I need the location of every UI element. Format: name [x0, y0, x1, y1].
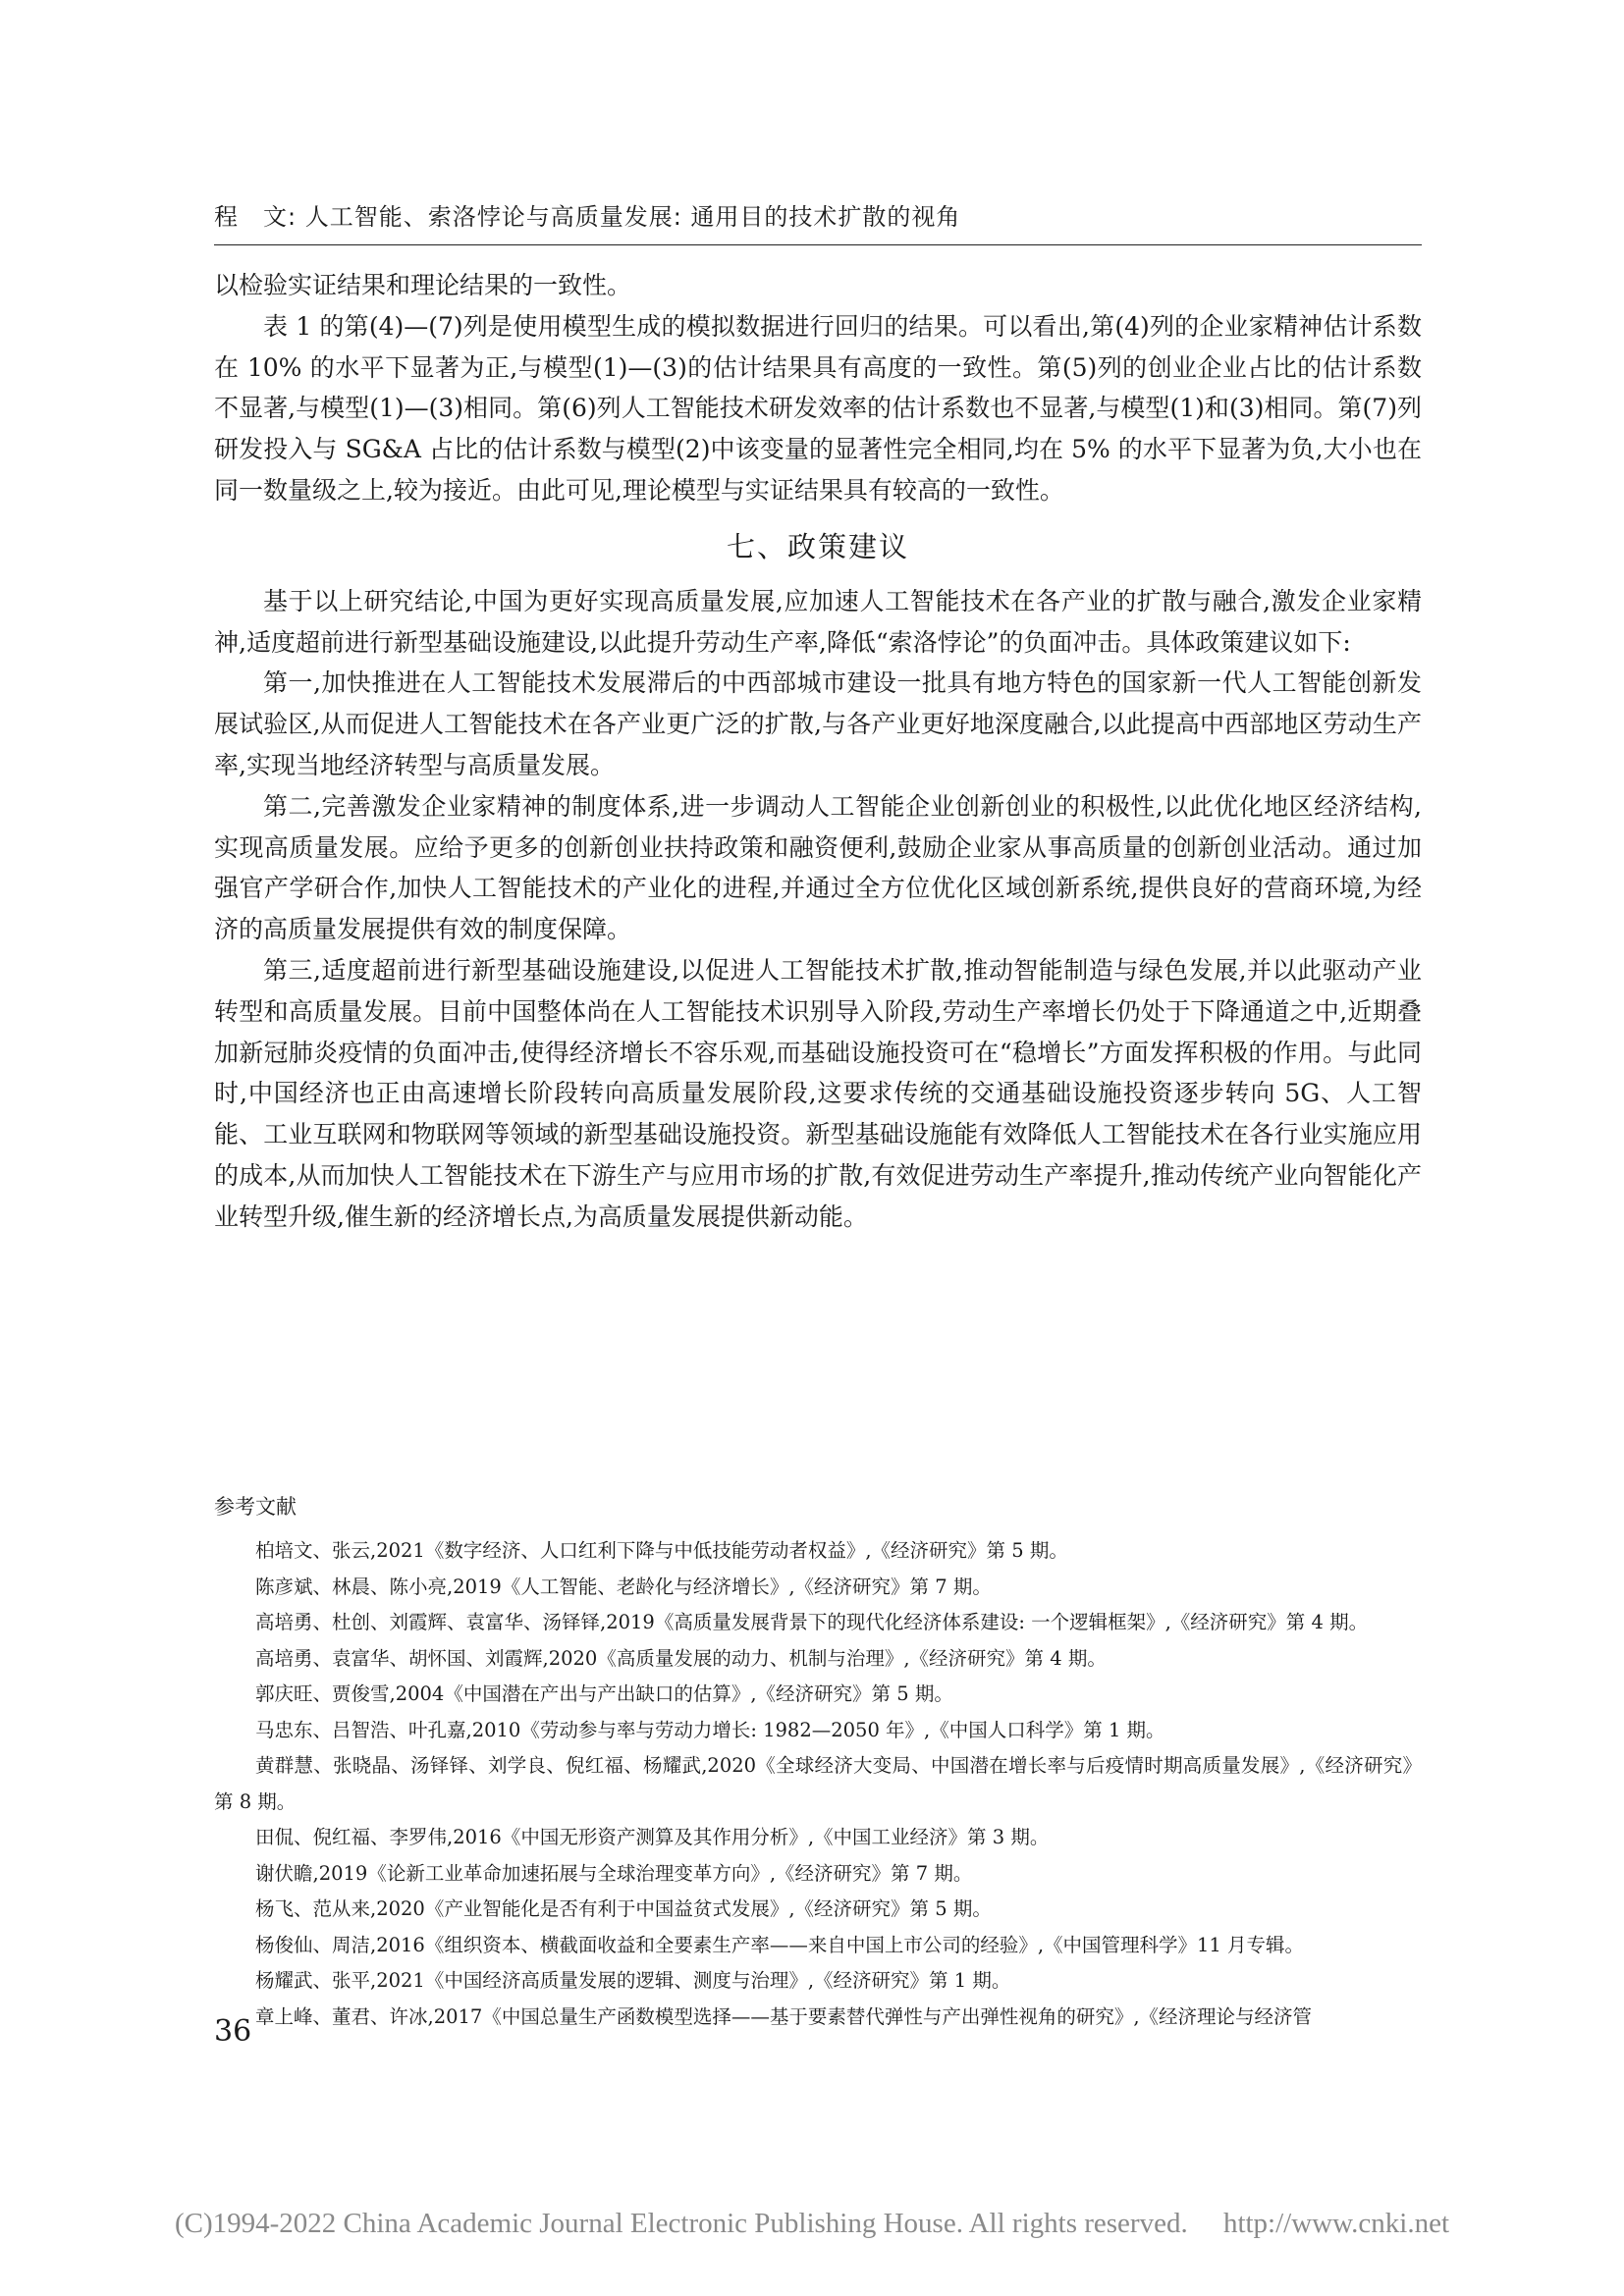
reference-item: 高培勇、杜创、刘霞辉、袁富华、汤铎铎,2019《高质量发展背景下的现代化经济体系建设: 一个逻辑框架》,《经济研究》第 4 期。 [255, 1611, 1369, 1633]
reference-item: 田侃、倪红福、李罗伟,2016《中国无形资产测算及其作用分析》,《中国工业经济》第 3 期。 [255, 1826, 1050, 1848]
reference-item: 杨俊仙、周洁,2016《组织资本、横截面收益和全要素生产率——来自中国上市公司的经验》,《中国管理科学》11 月专辑。 [255, 1933, 1305, 1956]
paragraph-policy-intro: 基于以上研究结论,中国为更好实现高质量发展,应加速人工智能技术在各产业的扩散与融合,激发企业家精神,适度超前进行新型基础设施建设,以此提升劳动生产率,降低“索洛悖论”的负面冲击。具体政策建议如下: [214, 586, 1422, 657]
reference-list [214, 1533, 1422, 2035]
reference-item: 陈彦斌、林晨、陈小亮,2019《人工智能、老龄化与经济增长》,《经济研究》第 7 期。 [255, 1575, 992, 1598]
header-rule [214, 244, 1422, 245]
reference-item: 杨飞、范从来,2020《产业智能化是否有利于中国益贫式发展》,《经济研究》第 5 期。 [255, 1897, 992, 1920]
reference-item: 郭庆旺、贾俊雪,2004《中国潜在产出与产出缺口的估算》,《经济研究》第 5 期。 [255, 1682, 953, 1705]
reference-item: 高培勇、袁富华、胡怀国、刘霞辉,2020《高质量发展的动力、机制与治理》,《经济研究》第 4 期。 [255, 1646, 1107, 1670]
reference-item: 杨耀武、张平,2021《中国经济高质量发展的逻辑、测度与治理》,《经济研究》第 1 期。 [255, 1969, 1011, 1992]
reference-item: 章上峰、董君、许冰,2017《中国总量生产函数模型选择——基于要素替代弹性与产出弹性视角的研究》,《经济理论与经济管 [255, 2004, 1313, 2028]
running-header: 程 文: 人工智能、索洛悖论与高质量发展: 通用目的技术扩散的视角 [214, 203, 961, 231]
paragraph-policy-third: 第三,适度超前进行新型基础设施建设,以促进人工智能技术扩散,推动智能制造与绿色发展,并以此驱动产业转型和高质量发展。目前中国整体尚在人工智能技术识别导入阶段,劳动生产率增长仍处于下降通道之中,近期叠加新冠肺炎疫情的负面冲击,使得经济增长不容乐观,而基础设施投资可在“稳增长”方面发挥积极的作用。与此同时,中国经济也正由高速增长阶段转向高质量发展阶段,这要求传统的交通基础设施投资逐步转向 5G、人工智能、工业互联网和物联网等领域的新型基础设施投资。新型基础设施能有效降低人工智能技术在各行业实施应用的成本,从而加快人工智能技术在下游生产与应用市场的扩散,有效促进劳动生产率提升,推动传统产业向智能化产业转型升级,催生新的经济增长点,为高质量发展提供新动能。 [214, 955, 1422, 1231]
references-title: 参考文献 [214, 1495, 297, 1519]
reference-item: 柏培文、张云,2021《数字经济、人口红利下降与中低技能劳动者权益》,《经济研究》第 5 期。 [255, 1539, 1068, 1562]
paragraph-policy-first: 第一,加快推进在人工智能技术发展滞后的中西部城市建设一批具有地方特色的国家新一代人工智能创新发展试验区,从而促进人工智能技术在各产业更广泛的扩散,与各产业更好地深度融合,以此提高中西部地区劳动生产率,实现当地经济转型与高质量发展。 [214, 668, 1422, 779]
paragraph-continuation: 以检验实证结果和理论结果的一致性。 [214, 271, 632, 299]
paragraph-policy-second: 第二,完善激发企业家精神的制度体系,进一步调动人工智能企业创新创业的积极性,以此优化地区经济结构,实现高质量发展。应给予更多的创新创业扶持政策和融资便利,鼓励企业家从事高质量的创新创业活动。通过加强官产学研合作,加快人工智能技术的产业化的进程,并通过全方位优化区域创新系统,提供良好的营商环境,为经济的高质量发展提供有效的制度保障。 [214, 791, 1422, 944]
copyright-footer: (C)1994-2022 China Academic Journal Electronic Publishing House. All rights reserved. http://www.cnki.net [174, 2208, 1450, 2239]
paragraph-table-discussion: 表 1 的第(4)—(7)列是使用模型生成的模拟数据进行回归的结果。可以看出,第(4)列的企业家精神估计系数在 10% 的水平下显著为正,与模型(1)—(3)的估计结果具有高度的一致性。第(5)列的创业企业占比的估计系数不显著,与模型(1)—(3)相同。第(6)列人工智能技术研发效率的估计系数也不显著,与模型(1)和(3)相同。第(7)列研发投入与 SG&A 占比的估计系数与模型(2)中该变量的显著性完全相同,均在 5% 的水平下显著为负,大小也在同一数量级之上,较为接近。由此可见,理论模型与实证结果具有较高的一致性。 [214, 311, 1422, 505]
reference-item: 马忠东、吕智浩、叶孔嘉,2010《劳动参与率与劳动力增长: 1982—2050 年》,《中国人口科学》第 1 期。 [255, 1718, 1165, 1741]
body-text [214, 265, 1422, 1238]
reference-item: 黄群慧、张晓晶、汤铎铎、刘学良、倪红福、杨耀武,2020《全球经济大变局、中国潜在增长率与后疫情时期高质量发展》,《经济研究》第 8 期。 [214, 1754, 1422, 1813]
page-number: 36 [214, 2014, 252, 2049]
reference-item: 谢伏瞻,2019《论新工业革命加速拓展与全球治理变革方向》,《经济研究》第 7 期。 [255, 1861, 973, 1885]
section-heading: 七、政策建议 [726, 529, 909, 563]
